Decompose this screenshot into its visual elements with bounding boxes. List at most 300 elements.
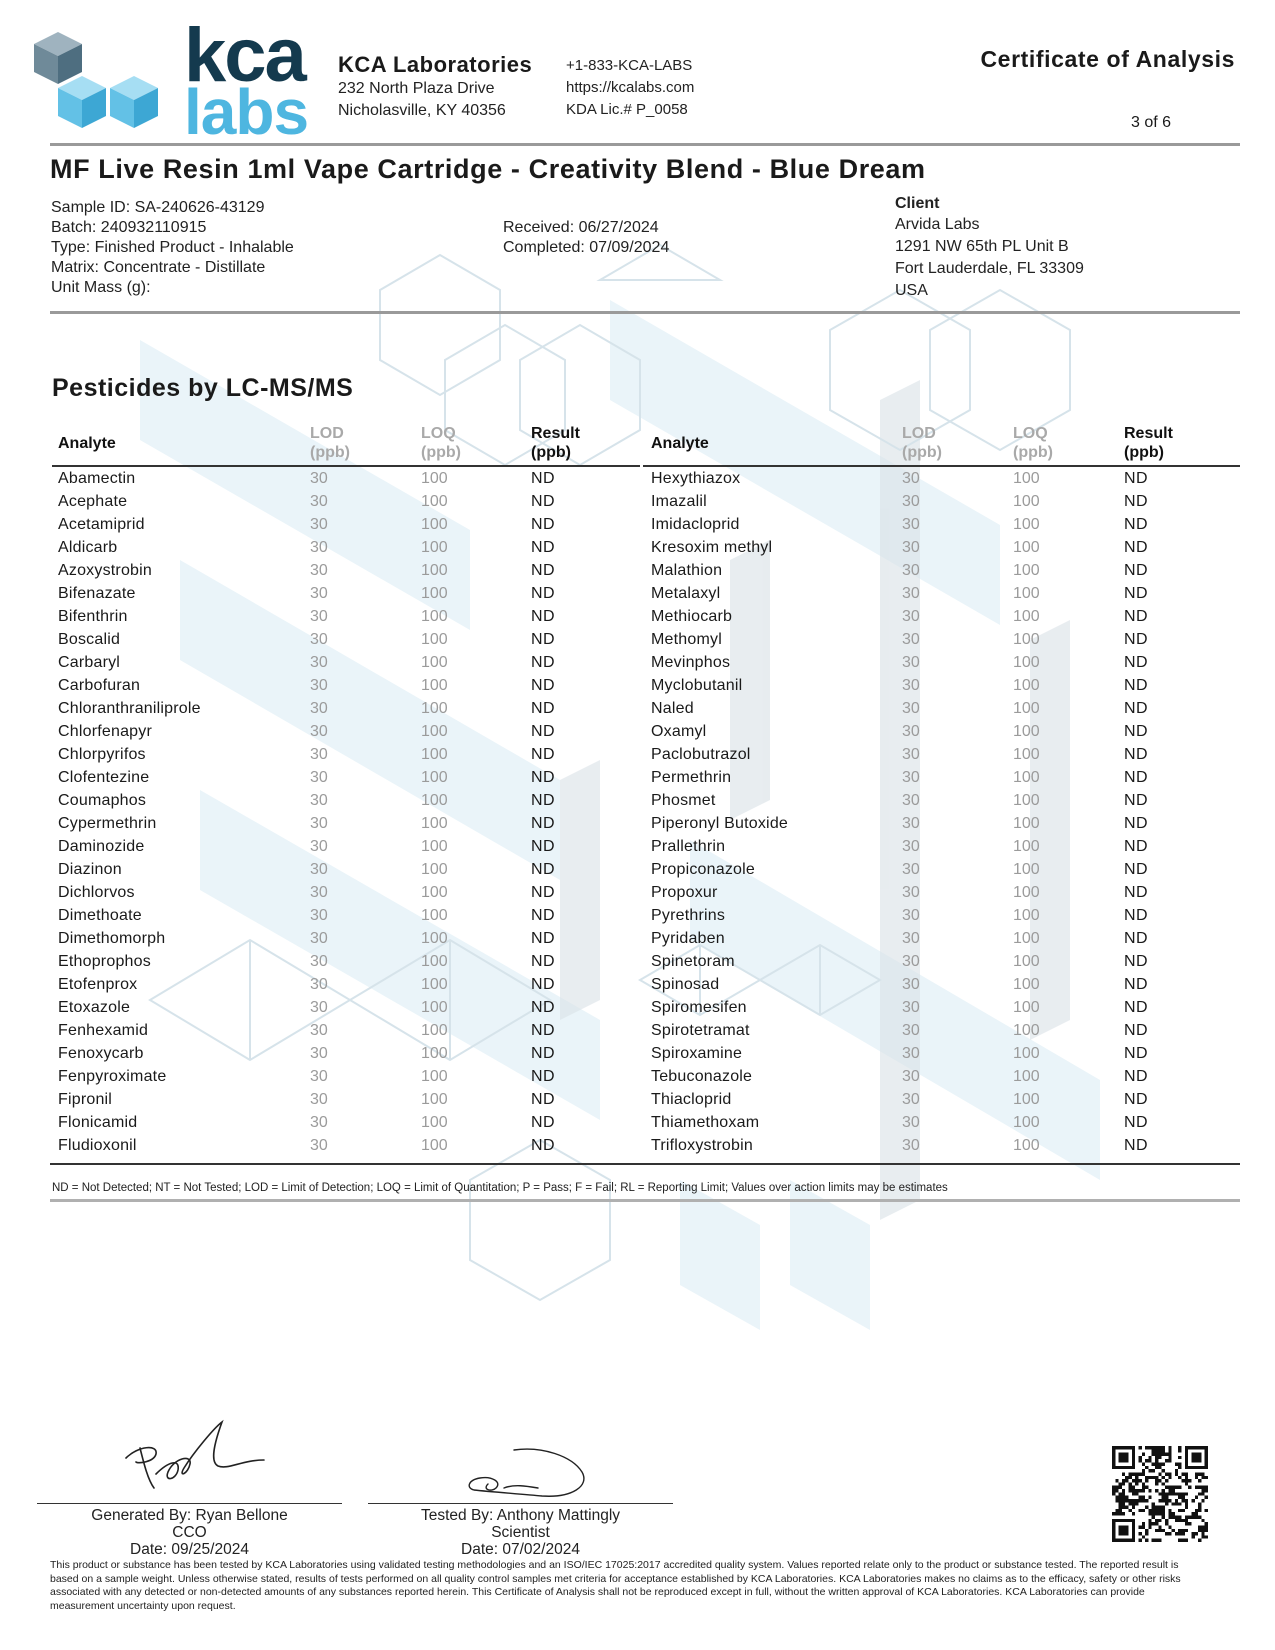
analyte-cell: Coumaphos <box>58 792 147 809</box>
lod-cell: 30 <box>902 976 920 993</box>
loq-cell: 100 <box>1013 1068 1040 1085</box>
lod-cell: 30 <box>310 838 328 855</box>
client-heading: Client <box>895 195 940 212</box>
result-cell: ND <box>1124 470 1149 487</box>
result-cell: ND <box>1124 930 1149 947</box>
lod-cell: 30 <box>310 884 328 901</box>
loq-cell: 100 <box>1013 861 1040 878</box>
signature-ryan-bellone-icon <box>118 1418 268 1496</box>
result-cell: ND <box>1124 723 1149 740</box>
analyte-cell: Malathion <box>651 562 723 579</box>
result-cell: ND <box>1124 792 1149 809</box>
lod-cell: 30 <box>310 654 328 671</box>
lab-website[interactable]: https://kcalabs.com <box>566 79 695 96</box>
analyte-cell: Chloranthraniliprole <box>58 700 201 717</box>
batch: Batch: 240932110915 <box>51 219 207 236</box>
analyte-cell: Acetamiprid <box>58 516 145 533</box>
received-date: Received: 06/27/2024 <box>503 219 659 236</box>
table-row <box>0 789 1275 812</box>
lod-cell: 30 <box>902 792 920 809</box>
result-cell: ND <box>531 746 556 763</box>
loq-cell: 100 <box>421 585 448 602</box>
result-cell: ND <box>531 677 556 694</box>
analyte-cell: Acephate <box>58 493 128 510</box>
lod-cell: 30 <box>310 585 328 602</box>
result-cell: ND <box>1124 516 1149 533</box>
result-cell: ND <box>531 1091 556 1108</box>
lab-address-line1: 232 North Plaza Drive <box>338 80 495 97</box>
table-row <box>0 1042 1275 1065</box>
analyte-cell: Aldicarb <box>58 539 118 556</box>
table-row <box>0 559 1275 582</box>
loq-cell: 100 <box>1013 746 1040 763</box>
completed-date: Completed: 07/09/2024 <box>503 239 670 256</box>
analyte-cell: Pyridaben <box>651 930 725 947</box>
table-row <box>0 1065 1275 1088</box>
result-cell: ND <box>1124 1114 1149 1131</box>
table-row <box>0 490 1275 513</box>
lod-cell: 30 <box>902 838 920 855</box>
loq-cell: 100 <box>421 1045 448 1062</box>
loq-cell: 100 <box>1013 769 1040 786</box>
analyte-cell: Azoxystrobin <box>58 562 152 579</box>
lab-license: KDA Lic.# P_0058 <box>566 101 688 118</box>
table-row <box>0 858 1275 881</box>
tested-by: Tested By: Anthony Mattingly <box>420 1507 621 1524</box>
generated-date: Date: 09/25/2024 <box>130 1541 249 1558</box>
loq-cell: 100 <box>421 930 448 947</box>
signature-line-tested <box>368 1503 673 1504</box>
loq-cell: 100 <box>421 1114 448 1131</box>
client-address1: 1291 NW 65th PL Unit B <box>895 238 1069 255</box>
result-cell: ND <box>1124 585 1149 602</box>
analyte-cell: Tebuconazole <box>651 1068 753 1085</box>
lod-cell: 30 <box>902 1114 920 1131</box>
result-cell: ND <box>1124 746 1149 763</box>
loq-cell: 100 <box>421 493 448 510</box>
result-cell: ND <box>1124 1137 1149 1154</box>
analyte-cell: Daminozide <box>58 838 145 855</box>
lod-cell: 30 <box>310 470 328 487</box>
lod-cell: 30 <box>902 493 920 510</box>
loq-cell: 100 <box>421 746 448 763</box>
left-header-loq-label: LOQ <box>421 425 456 442</box>
analyte-cell: Metalaxyl <box>651 585 721 602</box>
analyte-cell: Myclobutanil <box>651 677 743 694</box>
lod-cell: 30 <box>902 815 920 832</box>
lod-cell: 30 <box>310 700 328 717</box>
lod-cell: 30 <box>902 1091 920 1108</box>
result-cell: ND <box>1124 769 1149 786</box>
result-cell: ND <box>1124 976 1149 993</box>
loq-cell: 100 <box>1013 493 1040 510</box>
result-cell: ND <box>531 907 556 924</box>
left-header-result-label: Result <box>531 425 580 442</box>
lod-cell: 30 <box>902 1137 920 1154</box>
loq-cell: 100 <box>1013 930 1040 947</box>
lod-cell: 30 <box>902 723 920 740</box>
loq-cell: 100 <box>421 516 448 533</box>
lod-cell: 30 <box>902 562 920 579</box>
client-country: USA <box>895 282 928 299</box>
lod-cell: 30 <box>310 1137 328 1154</box>
loq-cell: 100 <box>421 1068 448 1085</box>
analyte-cell: Imidacloprid <box>651 516 740 533</box>
analyte-cell: Thiacloprid <box>651 1091 732 1108</box>
lod-cell: 30 <box>310 999 328 1016</box>
table-row <box>0 1111 1275 1134</box>
loq-cell: 100 <box>421 1022 448 1039</box>
loq-cell: 100 <box>421 654 448 671</box>
analyte-cell: Etofenprox <box>58 976 138 993</box>
analyte-cell: Abamectin <box>58 470 136 487</box>
result-cell: ND <box>1124 700 1149 717</box>
analyte-cell: Thiamethoxam <box>651 1114 760 1131</box>
right-header-loq-label: LOQ <box>1013 425 1048 442</box>
loq-cell: 100 <box>421 815 448 832</box>
table-row <box>0 927 1275 950</box>
loq-cell: 100 <box>1013 700 1040 717</box>
result-cell: ND <box>531 608 556 625</box>
table-row <box>0 697 1275 720</box>
analyte-cell: Propoxur <box>651 884 718 901</box>
result-cell: ND <box>1124 539 1149 556</box>
loq-cell: 100 <box>1013 723 1040 740</box>
result-cell: ND <box>531 585 556 602</box>
lod-cell: 30 <box>902 930 920 947</box>
lod-cell: 30 <box>310 746 328 763</box>
loq-cell: 100 <box>421 907 448 924</box>
right-header-lod <box>902 424 942 462</box>
lod-cell: 30 <box>310 539 328 556</box>
loq-cell: 100 <box>1013 539 1040 556</box>
analyte-cell: Paclobutrazol <box>651 746 751 763</box>
lod-cell: 30 <box>902 516 920 533</box>
left-header-lod <box>310 424 350 462</box>
generated-role: CCO <box>172 1524 207 1541</box>
analyte-cell: Piperonyl Butoxide <box>651 815 789 832</box>
lod-cell: 30 <box>310 792 328 809</box>
loq-cell: 100 <box>1013 976 1040 993</box>
analyte-cell: Oxamyl <box>651 723 707 740</box>
loq-cell: 100 <box>421 769 448 786</box>
lod-cell: 30 <box>902 585 920 602</box>
signature-anthony-mattingly-icon <box>462 1442 592 1502</box>
loq-cell: 100 <box>421 1137 448 1154</box>
loq-cell: 100 <box>421 953 448 970</box>
loq-cell: 100 <box>1013 792 1040 809</box>
analyte-cell: Permethrin <box>651 769 732 786</box>
result-cell: ND <box>1124 1045 1149 1062</box>
product-title: MF Live Resin 1ml Vape Cartridge - Creativity Blend - Blue Dream <box>50 154 926 184</box>
lod-cell: 30 <box>902 884 920 901</box>
loq-cell: 100 <box>1013 1045 1040 1062</box>
lod-cell: 30 <box>902 953 920 970</box>
lod-cell: 30 <box>902 470 920 487</box>
analyte-cell: Mevinphos <box>651 654 731 671</box>
analyte-cell: Kresoxim methyl <box>651 539 773 556</box>
result-cell: ND <box>531 631 556 648</box>
analyte-cell: Pyrethrins <box>651 907 726 924</box>
loq-cell: 100 <box>421 976 448 993</box>
loq-cell: 100 <box>1013 585 1040 602</box>
loq-cell: 100 <box>1013 1091 1040 1108</box>
kca-cubes-logo-icon <box>32 30 172 140</box>
right-header-lod-unit: (ppb) <box>902 444 942 461</box>
signature-line-generated <box>37 1503 342 1504</box>
lod-cell: 30 <box>310 815 328 832</box>
analyte-cell: Spinetoram <box>651 953 735 970</box>
tested-role: Scientist <box>491 1524 550 1541</box>
table-row <box>0 812 1275 835</box>
table-row <box>0 720 1275 743</box>
loq-cell: 100 <box>421 470 448 487</box>
result-cell: ND <box>531 516 556 533</box>
table-row <box>0 513 1275 536</box>
table-row <box>0 536 1275 559</box>
loq-cell: 100 <box>421 884 448 901</box>
result-cell: ND <box>1124 907 1149 924</box>
analyte-cell: Methomyl <box>651 631 722 648</box>
lod-cell: 30 <box>902 631 920 648</box>
lod-cell: 30 <box>902 1022 920 1039</box>
result-cell: ND <box>1124 608 1149 625</box>
analyte-cell: Prallethrin <box>651 838 726 855</box>
lod-cell: 30 <box>902 861 920 878</box>
result-cell: ND <box>1124 861 1149 878</box>
table-row <box>0 651 1275 674</box>
analyte-cell: Spiromesifen <box>651 999 747 1016</box>
tested-by-block <box>368 1507 673 1558</box>
result-cell: ND <box>531 654 556 671</box>
result-cell: ND <box>1124 493 1149 510</box>
result-cell: ND <box>1124 999 1149 1016</box>
loq-cell: 100 <box>1013 677 1040 694</box>
right-header-result-label: Result <box>1124 425 1173 442</box>
left-header-loq-unit: (ppb) <box>421 444 461 461</box>
unit-mass: Unit Mass (g): <box>51 279 151 296</box>
result-cell: ND <box>531 930 556 947</box>
lod-cell: 30 <box>310 976 328 993</box>
legend-note: ND = Not Detected; NT = Not Tested; LOD = Limit of Detection; LOQ = Limit of Quantitation; P = Pass; F = Fail; RL = Reporting Limit; Values over action limits may be estimates <box>52 1182 948 1194</box>
left-header-result <box>531 424 580 462</box>
loq-cell: 100 <box>1013 1022 1040 1039</box>
result-cell: ND <box>531 953 556 970</box>
analyte-cell: Naled <box>651 700 694 717</box>
result-cell: ND <box>1124 1091 1149 1108</box>
left-header-result-unit: (ppb) <box>531 444 571 461</box>
lod-cell: 30 <box>310 677 328 694</box>
result-cell: ND <box>1124 838 1149 855</box>
analyte-cell: Dimethomorph <box>58 930 166 947</box>
logo-wordmark-bottom: labs <box>184 76 309 148</box>
analyte-cell: Fenoxycarb <box>58 1045 144 1062</box>
table-row <box>0 973 1275 996</box>
result-cell: ND <box>1124 631 1149 648</box>
table-row <box>0 605 1275 628</box>
page-number: 3 of 6 <box>1130 114 1171 131</box>
analyte-cell: Imazalil <box>651 493 707 510</box>
analyte-cell: Flonicamid <box>58 1114 138 1131</box>
loq-cell: 100 <box>421 723 448 740</box>
table-row <box>0 881 1275 904</box>
lod-cell: 30 <box>902 539 920 556</box>
analyte-cell: Fenpyroximate <box>58 1068 167 1085</box>
loq-cell: 100 <box>421 700 448 717</box>
lod-cell: 30 <box>310 930 328 947</box>
table-row <box>0 835 1275 858</box>
analyte-cell: Spirotetramat <box>651 1022 750 1039</box>
result-cell: ND <box>1124 562 1149 579</box>
left-header-loq <box>421 424 461 462</box>
analyte-cell: Spiroxamine <box>651 1045 743 1062</box>
analyte-cell: Bifenazate <box>58 585 136 602</box>
lod-cell: 30 <box>902 746 920 763</box>
logo-wordmark-top: kca <box>184 13 305 98</box>
left-header-lod-unit: (ppb) <box>310 444 350 461</box>
analyte-cell: Carbofuran <box>58 677 141 694</box>
lod-cell: 30 <box>902 654 920 671</box>
lod-cell: 30 <box>902 608 920 625</box>
result-cell: ND <box>1124 953 1149 970</box>
lod-cell: 30 <box>310 1068 328 1085</box>
generated-by: Generated By: Ryan Bellone <box>91 1507 288 1524</box>
right-results-table <box>0 467 1275 1167</box>
result-cell: ND <box>531 769 556 786</box>
analyte-cell: Clofentezine <box>58 769 150 786</box>
result-cell: ND <box>531 792 556 809</box>
result-cell: ND <box>1124 654 1149 671</box>
loq-cell: 100 <box>421 631 448 648</box>
analyte-cell: Fludioxonil <box>58 1137 137 1154</box>
result-cell: ND <box>1124 884 1149 901</box>
left-header-analyte: Analyte <box>58 435 116 452</box>
right-header-loq-unit: (ppb) <box>1013 444 1053 461</box>
loq-cell: 100 <box>1013 999 1040 1016</box>
qr-code-icon[interactable] <box>1112 1446 1208 1542</box>
disclaimer: This product or substance has been tested by KCA Laboratories using validated testing methodologies and an ISO/IEC 17025:2017 accredited quality system. Values reported relate only to the product or substance tested. The reported result is based on a sample weight. Unless otherwise stated, results of tests performed on all quality control samples met criteria for acceptance established by KCA Laboratories. KCA Laboratories makes no claims as to the efficacy, safety or other risks associated with any detected or non-detected amounts of any substances reported herein. This Certificate of Analysis shall not be reproduced except in full, without the written approval of KCA Laboratories. KCA Laboratories can provide measurement uncertainty upon request. <box>50 1559 1181 1612</box>
analyte-cell: Fenhexamid <box>58 1022 149 1039</box>
lod-cell: 30 <box>310 608 328 625</box>
analyte-cell: Fipronil <box>58 1091 113 1108</box>
lod-cell: 30 <box>902 677 920 694</box>
analyte-cell: Bifenthrin <box>58 608 128 625</box>
result-cell: ND <box>1124 1022 1149 1039</box>
loq-cell: 100 <box>1013 608 1040 625</box>
header-divider <box>50 143 1240 146</box>
result-cell: ND <box>531 838 556 855</box>
result-cell: ND <box>531 884 556 901</box>
table-bottom-rule <box>50 1163 1240 1165</box>
table-row <box>0 1134 1275 1157</box>
analyte-cell: Propiconazole <box>651 861 755 878</box>
result-cell: ND <box>531 723 556 740</box>
loq-cell: 100 <box>1013 838 1040 855</box>
loq-cell: 100 <box>421 1091 448 1108</box>
analyte-cell: Carbaryl <box>58 654 121 671</box>
result-cell: ND <box>531 999 556 1016</box>
loq-cell: 100 <box>421 677 448 694</box>
analyte-cell: Etoxazole <box>58 999 131 1016</box>
client-name: Arvida Labs <box>895 216 980 233</box>
result-cell: ND <box>531 1114 556 1131</box>
table-row <box>0 1019 1275 1042</box>
product-divider <box>50 311 1240 314</box>
loq-cell: 100 <box>1013 815 1040 832</box>
result-cell: ND <box>531 1022 556 1039</box>
lod-cell: 30 <box>310 1091 328 1108</box>
table-row <box>0 766 1275 789</box>
footer-divider <box>50 1199 1240 1202</box>
result-cell: ND <box>531 1068 556 1085</box>
lod-cell: 30 <box>310 493 328 510</box>
loq-cell: 100 <box>1013 516 1040 533</box>
product-type: Type: Finished Product - Inhalable <box>51 239 294 256</box>
right-header-result <box>1124 424 1173 462</box>
lod-cell: 30 <box>902 1068 920 1085</box>
analyte-cell: Ethoprophos <box>58 953 151 970</box>
result-cell: ND <box>531 562 556 579</box>
result-cell: ND <box>531 815 556 832</box>
analyte-cell: Trifloxystrobin <box>651 1137 753 1154</box>
result-cell: ND <box>531 976 556 993</box>
table-row <box>0 674 1275 697</box>
analyte-cell: Diazinon <box>58 861 122 878</box>
loq-cell: 100 <box>421 861 448 878</box>
analyte-cell: Hexythiazox <box>651 470 741 487</box>
lab-address-line2: Nicholasville, KY 40356 <box>338 102 506 119</box>
result-cell: ND <box>531 470 556 487</box>
lod-cell: 30 <box>902 769 920 786</box>
table-row <box>0 950 1275 973</box>
client-address2: Fort Lauderdale, FL 33309 <box>895 260 1084 277</box>
table-row <box>0 904 1275 927</box>
loq-cell: 100 <box>1013 953 1040 970</box>
analyte-cell: Chlorpyrifos <box>58 746 146 763</box>
tested-date: Date: 07/02/2024 <box>461 1541 580 1558</box>
analyte-cell: Cypermethrin <box>58 815 157 832</box>
lod-cell: 30 <box>310 562 328 579</box>
lod-cell: 30 <box>310 1045 328 1062</box>
lod-cell: 30 <box>310 723 328 740</box>
lod-cell: 30 <box>310 516 328 533</box>
lab-name: KCA Laboratories <box>338 52 533 77</box>
right-header-result-unit: (ppb) <box>1124 444 1164 461</box>
lod-cell: 30 <box>902 1045 920 1062</box>
lab-phone: +1-833-KCA-LABS <box>566 57 693 74</box>
result-cell: ND <box>531 1137 556 1154</box>
table-row <box>0 996 1275 1019</box>
analyte-cell: Chlorfenapyr <box>58 723 153 740</box>
section-title: Pesticides by LC-MS/MS <box>52 374 354 402</box>
left-header-lod-label: LOD <box>310 425 344 442</box>
analyte-cell: Phosmet <box>651 792 716 809</box>
lod-cell: 30 <box>310 953 328 970</box>
analyte-cell: Spinosad <box>651 976 720 993</box>
loq-cell: 100 <box>1013 884 1040 901</box>
lod-cell: 30 <box>310 1114 328 1131</box>
table-row <box>0 467 1275 490</box>
lod-cell: 30 <box>310 907 328 924</box>
right-header-lod-label: LOD <box>902 425 936 442</box>
sample-id: Sample ID: SA-240626-43129 <box>51 199 265 216</box>
result-cell: ND <box>531 861 556 878</box>
loq-cell: 100 <box>421 999 448 1016</box>
right-header-analyte: Analyte <box>651 435 709 452</box>
loq-cell: 100 <box>1013 1114 1040 1131</box>
analyte-cell: Dichlorvos <box>58 884 135 901</box>
table-row <box>0 743 1275 766</box>
